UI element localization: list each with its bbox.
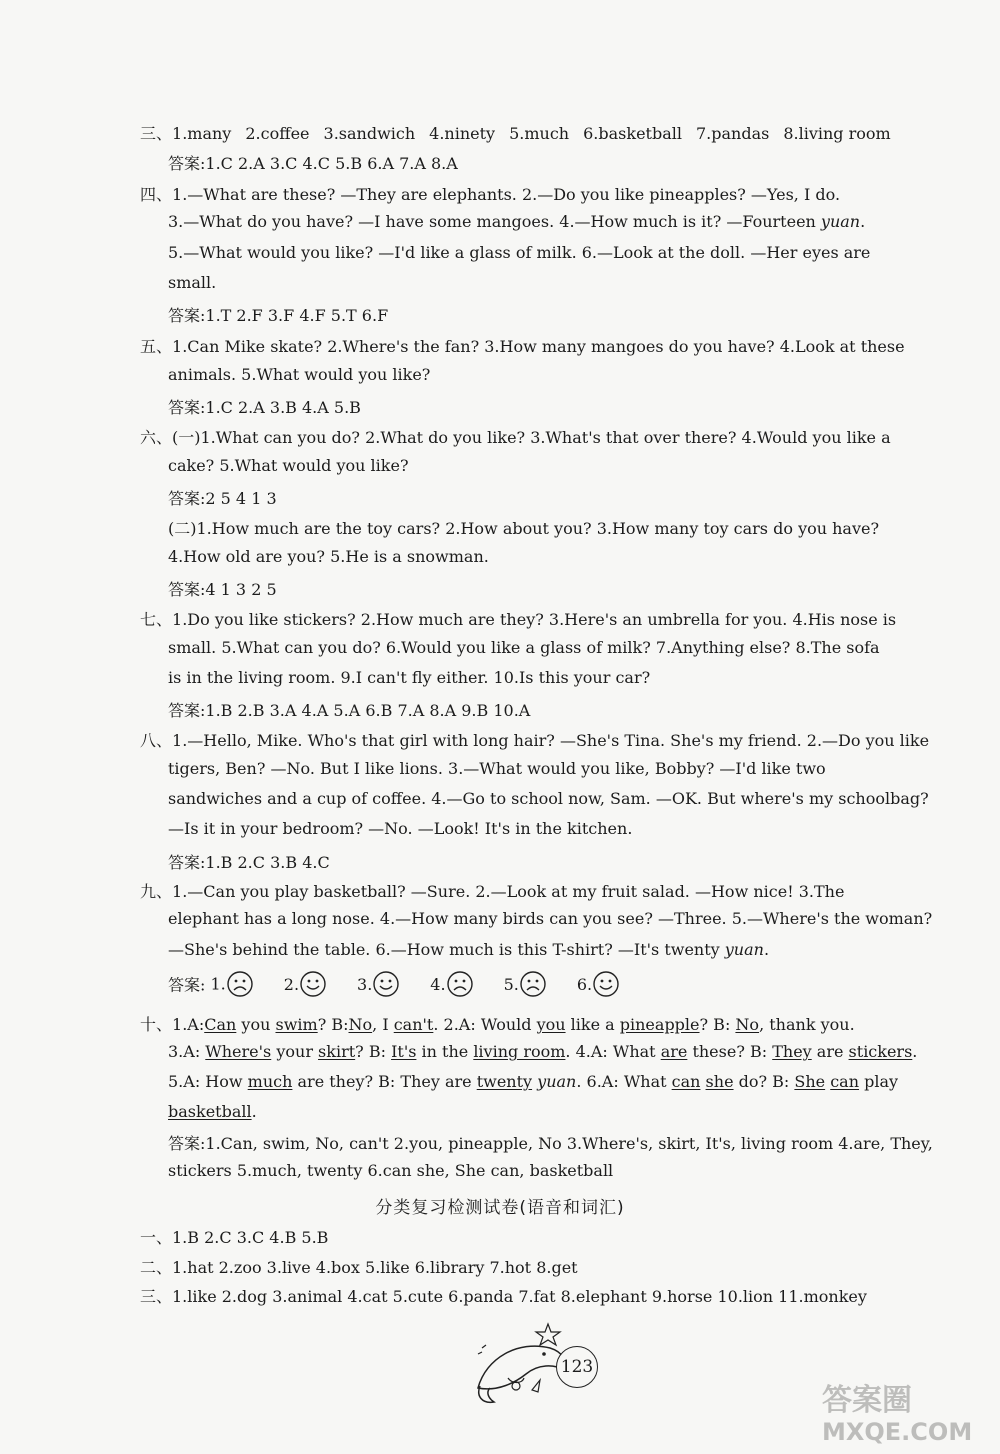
review-line: 三、1.like 2.dog 3.animal 4.cat 5.cute 6.panda 7.fat 8.elephant 9.horse 10.lion 11.monkey [140,1287,867,1306]
page-number-decoration [468,1318,608,1408]
sec10-text: you [236,1015,276,1034]
sec10-fill: can't [393,1015,434,1034]
sec6-answer: 答案:4 1 3 2 5 [168,580,277,599]
sec10-fill: she [705,1072,734,1091]
sec8-answer: 答案:1.B 2.C 3.B 4.C [168,853,330,872]
sec5-line: animals. 5.What would you like? [168,365,431,384]
review-title: 分类复习检测试卷(语音和词汇) [375,1198,625,1218]
sec4-label: 四、 [140,185,173,204]
sec10-text: like a [565,1015,620,1034]
sec10-fill: skirt [318,1042,356,1061]
sec10-fill: can [671,1072,701,1091]
sec3-item: 8.living room [783,124,891,143]
sec10-text: are they? B: They are [292,1072,477,1091]
sec9-line: elephant has a long nose. 4.—How many birds can you see? —Three. 5.—Where's the woman? [168,909,933,928]
sec6-line: cake? 5.What would you like? [168,456,409,475]
sec10-text: 1.A: [172,1015,205,1034]
sec6-line: (二)1.How much are the toy cars? 2.How about you? 3.How many toy cars do you have? [168,519,880,538]
sec4-yuan: yuan [820,212,861,231]
sec3-item: 6.basketball [583,124,682,143]
sec10-fill: No [735,1015,760,1034]
sec10-text: your [271,1042,319,1061]
page-number: 123 [556,1346,598,1388]
sec5-label: 五、 [140,337,173,356]
face-number: 6. [576,974,593,994]
sec3-item: 4.ninety [429,124,496,143]
sec10-fill: Where's [205,1042,272,1061]
sec9-yuan: yuan [724,940,764,959]
face-number: 2. [283,974,300,994]
face-number: 4. [430,974,446,994]
sec9-line [140,879,844,902]
sec10-fill: pineapple [619,1015,700,1034]
sec9-text: —She's behind the table. 6.—How much is this T-shirt? —It's twenty [168,940,725,959]
sec9-text: 1.—Can you play basketball? —Sure. 2.—Look at my fruit salad. —How nice! 3.The [172,882,845,901]
review-line: 二、1.hat 2.zoo 3.live 4.box 5.like 6.library 7.hot 8.get [140,1258,578,1277]
sec3-item: 3.sandwich [323,124,416,143]
sec10-text: ? B: [355,1042,392,1061]
sec10-fill: basketball [168,1102,252,1121]
sec3-item: 2.coffee [245,124,310,143]
sec10-text: . 4.A: What [565,1042,661,1061]
sec4-text: 1.—What are these? —They are elephants. 2.—Do you like pineapples? —Yes, I do. [172,185,841,204]
sec10-line [168,1042,917,1061]
sad-face-icon [519,970,547,998]
sec7-line: is in the living room. 9.I can't fly either. 10.Is this your car? [168,668,651,687]
watermark-logo [818,1376,988,1446]
sec4-text: . [860,212,866,231]
sec6-answer: 答案:2 5 4 1 3 [168,489,277,508]
sec10-text: do? B: [733,1072,795,1091]
sec10-text: play [859,1072,899,1091]
sec7-label: 七、 [140,610,173,629]
sec10-text: . 2.A: Would [433,1015,537,1034]
sec10-text: , thank you. [759,1015,855,1034]
sec5-answer: 答案:1.C 2.A 3.B 4.A 5.B [168,398,361,417]
sec8-line: —Is it in your bedroom? —No. —Look! It's in the kitchen. [168,819,633,838]
sec10-fill: can [830,1072,860,1091]
sec10-text: these? B: [687,1042,773,1061]
sec3-item: 1.many [172,124,232,143]
sec10-text: in the [416,1042,474,1061]
face-number: 3. [357,974,373,994]
sec7-line: small. 5.What can you do? 6.Would you like a glass of milk? 7.Anything else? 8.The sofa [168,638,880,657]
sec10-fill: She [794,1072,826,1091]
sad-face-icon [446,970,474,998]
sec10-line [168,1102,257,1121]
sec10-fill: living room [473,1042,566,1061]
sec10-text: 3.A: [168,1042,206,1061]
sec4-answer: 答案:1.T 2.F 3.F 4.F 5.T 6.F [168,306,389,325]
sec7-line [140,607,896,630]
sec10-text: 5.A: How [168,1072,248,1091]
sec10-fill: Can [204,1015,237,1034]
sec10-answer: stickers 5.much, twenty 6.can she, She can, basketball [168,1161,614,1180]
sec10-yuan: yuan [537,1072,577,1091]
sec7-text: 1.Do you like stickers? 2.How much are they? 3.Here's an umbrella for you. 4.His nose is [172,610,897,629]
sec10-text: , I [372,1015,394,1034]
sec5-text: 1.Can Mike skate? 2.Where's the fan? 3.How many mangoes do you have? 4.Look at these [172,337,905,356]
sec3-item: 7.pandas [695,124,770,143]
sec10-label: 十、 [140,1015,173,1034]
sec10-text: . 6.A: What [576,1072,672,1091]
sec3-answer: 答案:1.C 2.A 3.C 4.C 5.B 6.A 7.A 8.A [168,154,458,173]
sec9-text: . [763,940,770,959]
sec8-line: sandwiches and a cup of coffee. 4.—Go to school now, Sam. —OK. But where's my schoolbag? [168,789,929,808]
sec10-fill: No [348,1015,373,1034]
sec4-line [168,212,865,231]
watermark-top: 答案圈 [822,1383,912,1418]
sec8-line [140,728,929,751]
sec6-label: 六、 [140,428,173,447]
sec8-line: tigers, Ben? —No. But I like lions. 3.—What would you like, Bobby? —I'd like two [168,759,826,778]
sec3-label: 三、 [140,124,173,143]
sec10-text: are [811,1042,849,1061]
sec3-items [140,121,891,144]
face-number: 1. [210,974,226,994]
happy-face-icon [372,970,400,998]
sec4-line: small. [168,273,217,292]
watermark-bottom: MXQE.COM [822,1418,973,1446]
sec4-text: 3.—What do you have? —I have some mangoes. 4.—How much is it? —Fourteen [168,212,821,231]
sec10-fill: It's [391,1042,417,1061]
sec6-text: (一)1.What can you do? 2.What do you like? 3.What's that over there? 4.Would you like a [172,428,891,447]
sec9-label: 九、 [140,882,173,901]
sec10-line [168,1072,898,1091]
sec8-label: 八、 [140,731,173,750]
review-line: 一、1.B 2.C 3.C 4.B 5.B [140,1228,329,1247]
happy-face-icon [299,970,327,998]
sec10-text: . [912,1042,918,1061]
sec10-fill: much [247,1072,293,1091]
sec6-line: 4.How old are you? 5.He is a snowman. [168,547,489,566]
sec9-line [168,940,769,959]
sec8-text: 1.—Hello, Mike. Who's that girl with long hair? —She's Tina. She's my friend. 2.—Do you like [172,731,930,750]
sad-face-icon [226,970,254,998]
sec10-fill: you [536,1015,566,1034]
sec9-answer [168,970,632,998]
sec4-line: 5.—What would you like? —I'd like a glass of milk. 6.—Look at the doll. —Her eyes are [168,243,871,262]
sec9-answer-label: 答案: [168,975,206,995]
sec10-line [140,1012,855,1035]
sec10-fill: They [772,1042,812,1061]
sec10-answer: 答案:1.Can, swim, No, can't 2.you, pineapple, No 3.Where's, skirt, It's, living room 4.are, They, [168,1134,933,1153]
sec10-text: . [251,1102,257,1121]
sec4-line [140,182,840,205]
sec10-fill: are [660,1042,688,1061]
happy-face-icon [592,970,620,998]
sec10-text: ? B: [699,1015,736,1034]
sec3-item: 5.much [509,124,570,143]
sec10-fill: twenty [476,1072,533,1091]
sec10-text: ? B: [317,1015,349,1034]
sec10-fill: stickers [848,1042,913,1061]
face-number: 5. [503,974,519,994]
sec6-line [140,425,891,448]
sec5-line [140,334,905,357]
sec7-answer: 答案:1.B 2.B 3.A 4.A 5.A 6.B 7.A 8.A 9.B 10.A [168,701,531,720]
sec10-fill: swim [275,1015,318,1034]
